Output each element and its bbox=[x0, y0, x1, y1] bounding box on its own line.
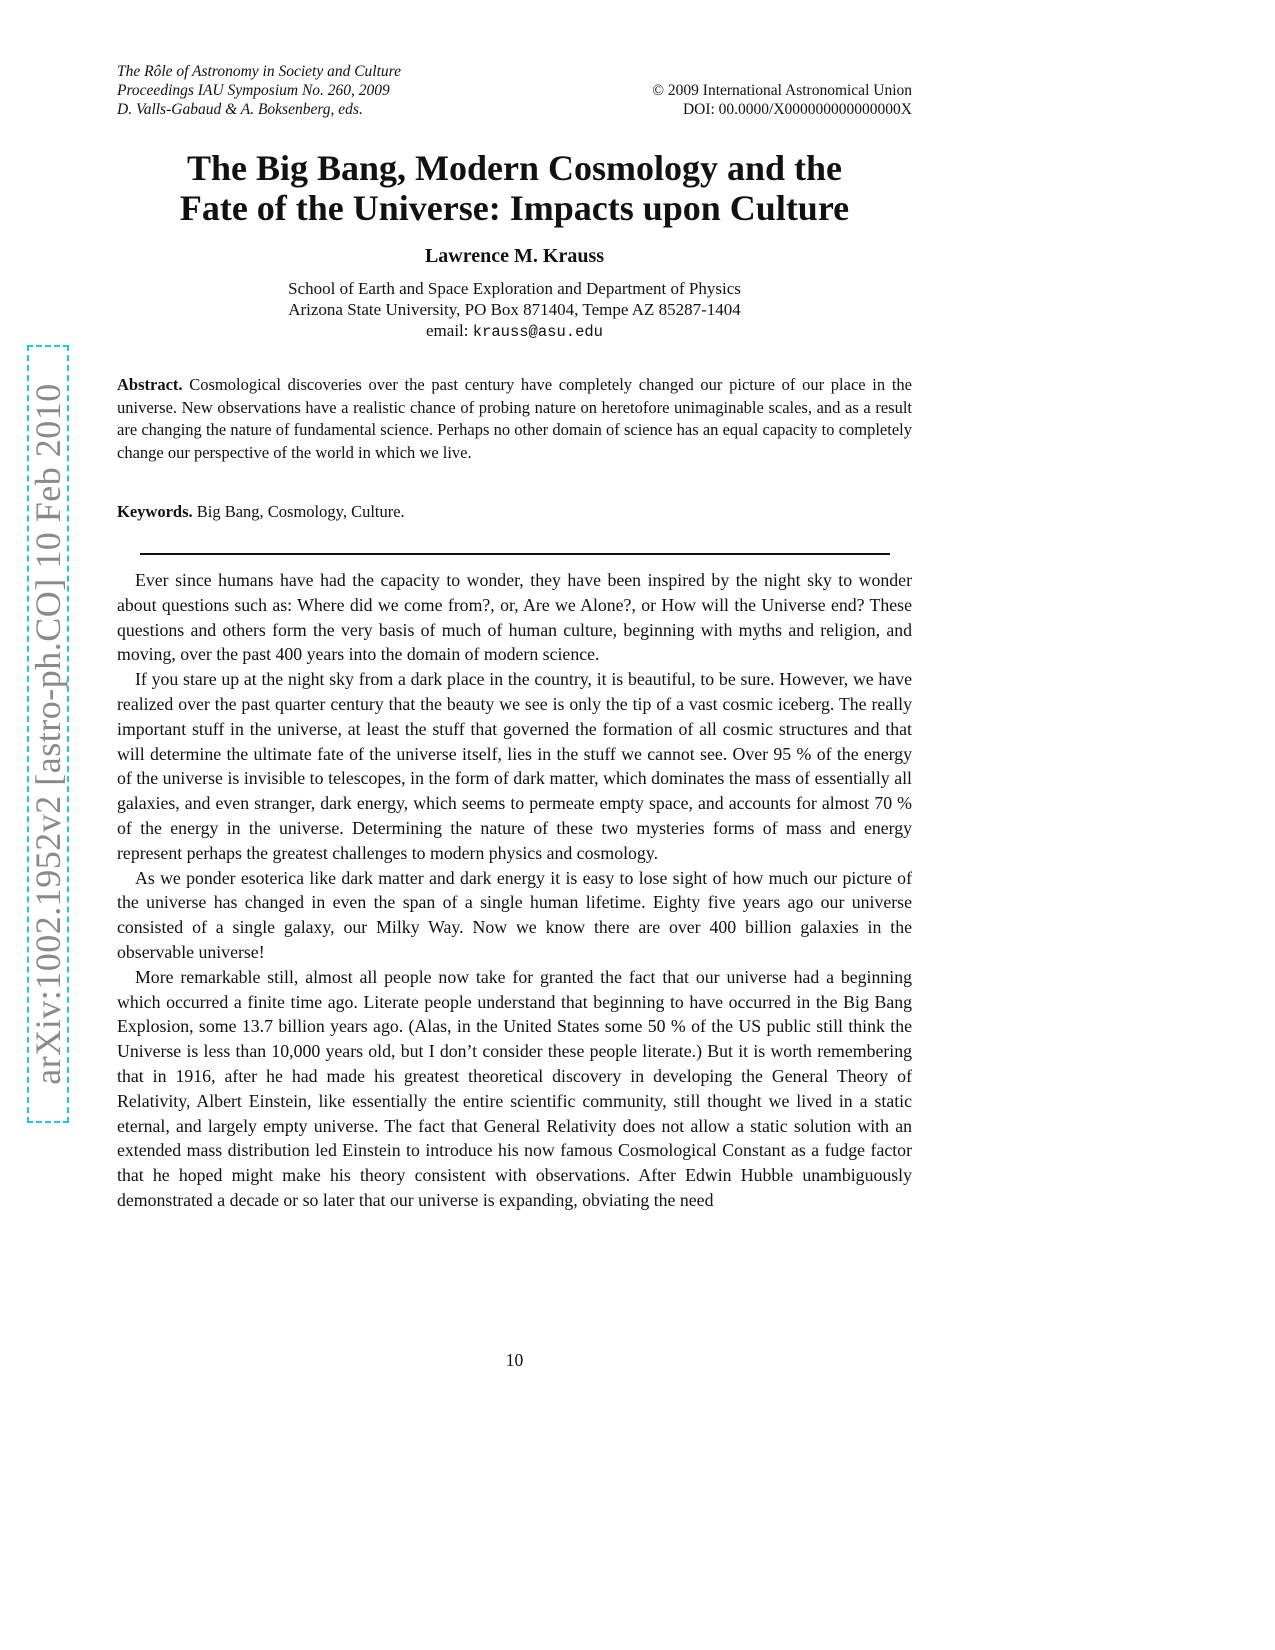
email-line bbox=[117, 320, 912, 343]
keywords-label: Keywords. bbox=[117, 502, 193, 521]
title-line: The Big Bang, Modern Cosmology and the bbox=[186, 148, 843, 188]
keywords bbox=[117, 502, 912, 522]
affiliation bbox=[117, 278, 912, 343]
body-text bbox=[117, 568, 912, 1213]
author-name: Lawrence M. Krauss bbox=[424, 245, 605, 267]
paragraph: As we ponder esoterica like dark matter and dark energy it is easy to lose sight of how much our picture of the universe has changed in even the span of a single human lifetime. Eighty five years ago our universe consisted of a single galaxy, our Milky Way. Now we know there are over 400 billion galaxies in the observable universe! bbox=[117, 867, 912, 962]
header-left bbox=[117, 62, 401, 119]
header-line: Proceedings IAU Symposium No. 260, 2009 bbox=[117, 82, 390, 99]
email-label: email: bbox=[426, 321, 469, 340]
header-line: D. Valls-Gabaud & A. Boksenberg, eds. bbox=[117, 101, 363, 118]
paragraph: If you stare up at the night sky from a dark place in the country, it is beautiful, to be sure. However, we have realized over the past quarter century that the beauty we see is only the tip of a vast cosmic iceberg. The really important stuff in the universe, at least the stuff that governed the formation of all cosmic structures and that will determine the ultimate fate of the universe itself, lies in the stuff we cannot see. Over 95 % of the energy of the universe is invisible to telescopes, in the form of dark matter, which dominates the mass of essentially all galaxies, and even stranger, dark energy, which seems to permeate empty space, and accounts for almost 70 % of the energy in the universe. Determining the nature of these two mysteries forms of mass and energy represent perhaps the greatest challenges to modern physics and cosmology. bbox=[117, 669, 912, 863]
header-right bbox=[652, 81, 912, 119]
paragraph: More remarkable still, almost all people now take for granted the fact that our universe had a beginning which occurred a finite time ago. Literate people understand that beginning to have occurred in the Big Bang Explosion, some 13.7 billion years ago. (Alas, in the United States some 50 % of the US public still think the Universe is less than 10,000 years old, but I don’t consider these people literate.) But it is worth remembering that in 1916, after he had made his greatest theoretical discovery in developing the General Theory of Relativity, Albert Einstein, like essentially the entire scientific community, still thought we lived in a static eternal, and largely empty universe. The fact that General Relativity does not allow a static solution with an extended mass distribution led Einstein to introduce his now famous Cosmological Constant as a fudge factor that he hoped might make his theory consistent with observations. After Edwin Hubble unambiguously demonstrated a decade or so later that our universe is expanding, obviating the need bbox=[117, 966, 912, 1210]
abstract-text: Cosmological discoveries over the past century have completely changed our picture of our place in the universe. New observations have a realistic chance of probing nature on heretofore unimaginable scales, and as a result are changing the nature of fundamental science. Perhaps no other domain of science has an equal capacity to completely change our perspective of the world in which we live. bbox=[117, 375, 913, 462]
affiliation-line: Arizona State University, PO Box 871404, Tempe AZ 85287-1404 bbox=[288, 300, 741, 319]
keywords-text: Big Bang, Cosmology, Culture. bbox=[196, 502, 405, 521]
email-address[interactable]: krauss@asu.edu bbox=[472, 323, 603, 341]
arxiv-stamp bbox=[27, 345, 69, 1123]
abstract-label: Abstract. bbox=[117, 375, 183, 394]
page-number: 10 bbox=[505, 1350, 524, 1370]
doi-line: DOI: 00.0000/X000000000000000X bbox=[682, 101, 912, 118]
abstract bbox=[117, 374, 912, 464]
paragraph: Ever since humans have had the capacity to wonder, they have been inspired by the night sky to wonder about questions such as: Where did we come from?, or, Are we Alone?, or How will the Universe end? These questions and others form the very basis of much of human culture, beginning with myths and religion, and moving, over the past 400 years into the domain of modern science. bbox=[117, 570, 912, 665]
affiliation-line: School of Earth and Space Exploration and Department of Physics bbox=[288, 279, 741, 298]
copyright-line: © 2009 International Astronomical Union bbox=[652, 82, 912, 99]
paper-title bbox=[117, 148, 912, 228]
header-line: The Rôle of Astronomy in Society and Culture bbox=[117, 63, 401, 80]
section-divider bbox=[140, 553, 890, 555]
title-line: Fate of the Universe: Impacts upon Culture bbox=[179, 188, 850, 228]
arxiv-stamp-text: arXiv:1002.1952v2 [astro-ph.CO] 10 Feb 2010 bbox=[28, 383, 68, 1085]
